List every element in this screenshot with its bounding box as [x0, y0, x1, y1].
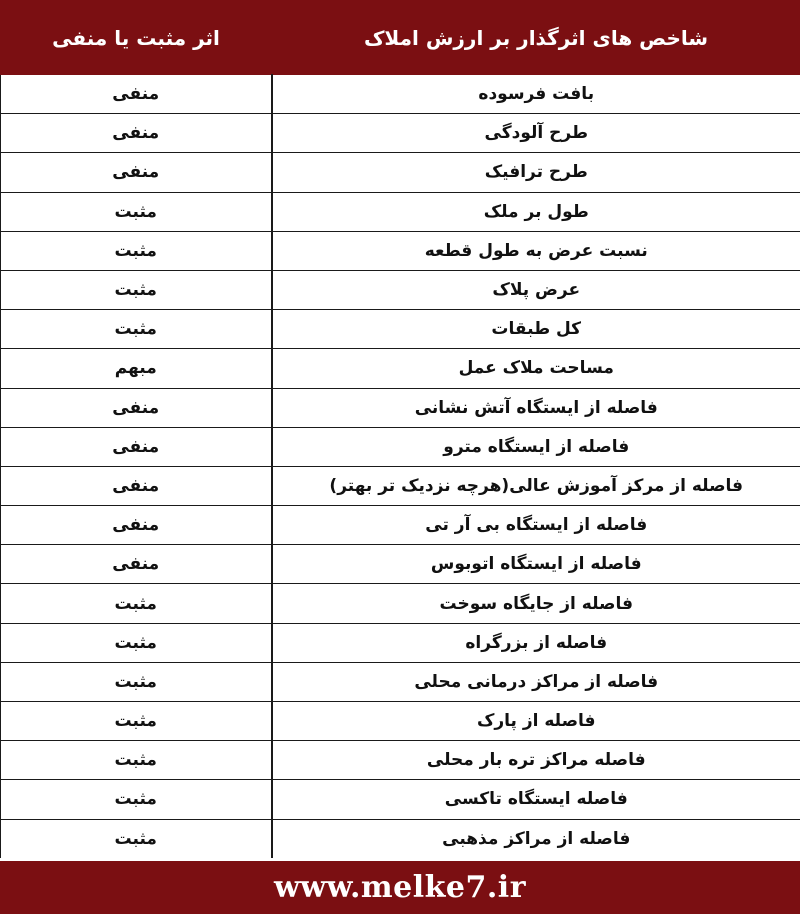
indicator-cell: فاصله از مراکز درمانی محلی: [272, 662, 800, 701]
effect-cell: مثبت: [1, 702, 272, 741]
effect-cell: منفی: [1, 427, 272, 466]
table-body: [1, 75, 800, 859]
table-row: [1, 388, 800, 427]
indicator-cell: فاصله از جایگاه سوخت: [272, 584, 800, 623]
indicator-cell: فاصله از ایستگاه اتوبوس: [272, 545, 800, 584]
effect-cell: منفی: [1, 75, 272, 114]
indicator-cell: فاصله از بزرگراه: [272, 623, 800, 662]
indicator-cell: بافت فرسوده: [272, 75, 800, 114]
effect-cell: مثبت: [1, 780, 272, 819]
effect-cell: مثبت: [1, 270, 272, 309]
effect-cell: منفی: [1, 388, 272, 427]
indicator-cell: فاصله مراکز تره بار محلی: [272, 741, 800, 780]
indicator-cell: فاصله از مراکز مذهبی: [272, 819, 800, 858]
table-row: [1, 75, 800, 114]
indicator-cell: طرح ترافیک: [272, 153, 800, 192]
indicator-cell: طول بر ملک: [272, 192, 800, 231]
effect-cell: منفی: [1, 506, 272, 545]
table-row: [1, 427, 800, 466]
table-row: [1, 270, 800, 309]
table-header-row: [1, 1, 800, 75]
effect-cell: مثبت: [1, 192, 272, 231]
indicator-cell: عرض پلاک: [272, 270, 800, 309]
effect-cell: مثبت: [1, 819, 272, 858]
effect-cell: مثبت: [1, 623, 272, 662]
indicator-cell: نسبت عرض به طول قطعه: [272, 231, 800, 270]
indicator-cell: فاصله از مرکز آموزش عالی(هرچه نزدیک تر بهتر): [272, 466, 800, 505]
indicator-cell: طرح آلودگی: [272, 114, 800, 153]
table-row: [1, 506, 800, 545]
website-url[interactable]: www.melke7.ir: [273, 870, 527, 905]
table-row: [1, 584, 800, 623]
table-row: [1, 310, 800, 349]
table-row: [1, 662, 800, 701]
indicator-cell: فاصله از پارک: [272, 702, 800, 741]
effect-cell: مثبت: [1, 741, 272, 780]
indicator-cell: مساحت ملاک عمل: [272, 349, 800, 388]
table-row: [1, 192, 800, 231]
table-row: [1, 819, 800, 858]
indicator-cell: فاصله از ایستگاه مترو: [272, 427, 800, 466]
indicator-cell: فاصله از ایستگاه بی آر تی: [272, 506, 800, 545]
effect-cell: مثبت: [1, 662, 272, 701]
table-row: [1, 702, 800, 741]
table-row: [1, 780, 800, 819]
table-row: [1, 545, 800, 584]
indicator-cell: کل طبقات: [272, 310, 800, 349]
footer-banner: [0, 858, 800, 914]
table-row: [1, 231, 800, 270]
indicator-cell: فاصله ایستگاه تاکسی: [272, 780, 800, 819]
table-row: [1, 114, 800, 153]
effect-cell: مثبت: [1, 584, 272, 623]
effect-cell: منفی: [1, 114, 272, 153]
effect-cell: مبهم: [1, 349, 272, 388]
table-row: [1, 153, 800, 192]
table-row: [1, 466, 800, 505]
effect-cell: منفی: [1, 545, 272, 584]
effect-cell: منفی: [1, 153, 272, 192]
effect-cell: مثبت: [1, 310, 272, 349]
indicator-column-header: شاخص های اثرگذار بر ارزش املاک: [272, 1, 800, 75]
effect-column-header: اثر مثبت یا منفی: [1, 1, 272, 75]
table-row: [1, 349, 800, 388]
table-row: [1, 623, 800, 662]
table-row: [1, 741, 800, 780]
indicator-cell: فاصله از ایستگاه آتش نشانی: [272, 388, 800, 427]
effect-cell: مثبت: [1, 231, 272, 270]
effect-cell: منفی: [1, 466, 272, 505]
